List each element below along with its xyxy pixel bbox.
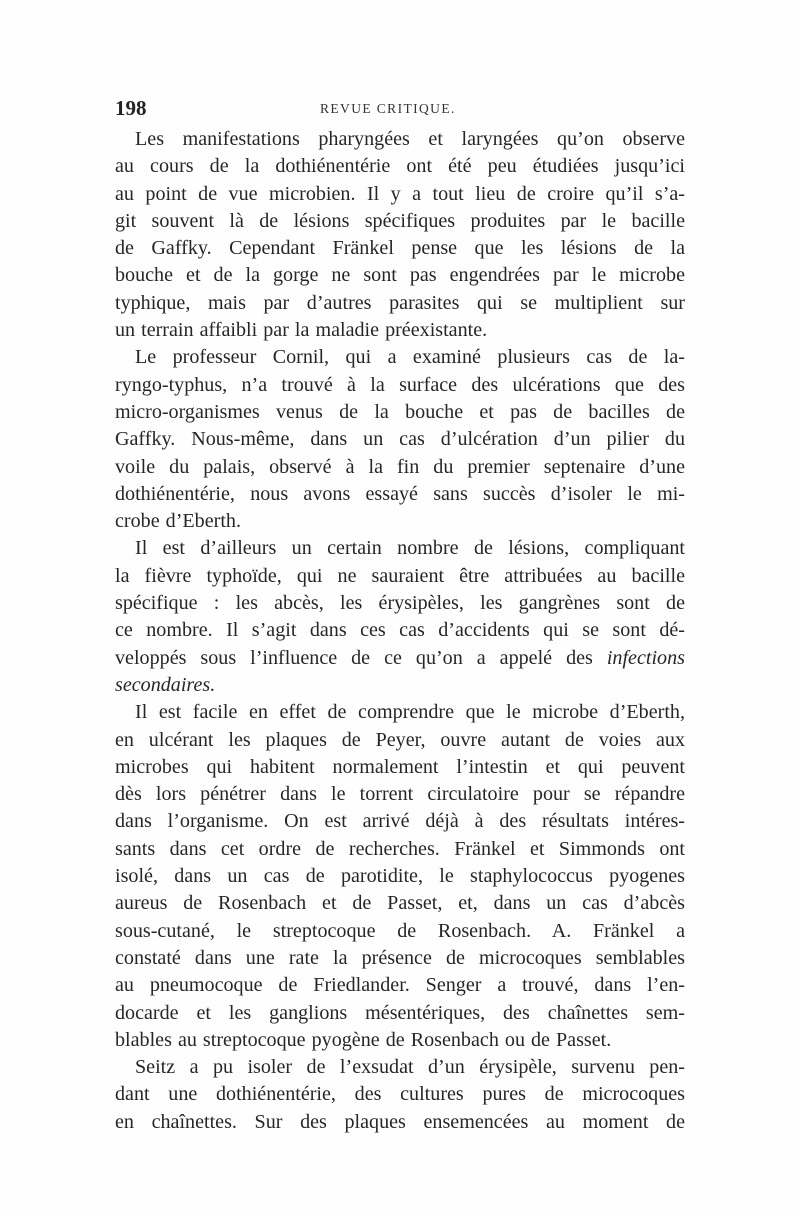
text-line: blables au streptocoque pyogène de Rosenbach ou de Passet. <box>115 1028 612 1051</box>
text-line-with-italic <box>115 645 685 672</box>
text-line: ryngo-typhus, n’a trouvé à la surface des ulcérations que des <box>115 373 685 396</box>
text-line: au pneumocoque de Friedlander. Senger a trouvé, dans l’en- <box>115 974 685 997</box>
text-line: typhique, mais par d’autres parasites qui se multiplient sur <box>115 291 685 314</box>
text-line: au cours de la dothiénentérie ont été peu étudiées jusqu’ici <box>115 155 685 178</box>
text-line: bouche et de la gorge ne sont pas engendrées par le microbe <box>115 264 685 287</box>
italic-term: infections <box>606 646 685 669</box>
text-line: micro-organismes venus de la bouche et pas de bacilles de <box>115 400 685 423</box>
text-line: Seitz a pu isoler de l’exsudat d’un érysipèle, survenu pen- <box>135 1056 685 1079</box>
italic-term: secondaires. <box>115 673 216 696</box>
text-line: aureus de Rosenbach et de Passet, et, dans un cas d’abcès <box>115 892 685 915</box>
text-line: git souvent là de lésions spécifiques produites par le bacille <box>115 209 685 232</box>
text-line: isolé, dans un cas de parotidite, le staphylococcus pyogenes <box>115 865 685 888</box>
body-text <box>115 126 685 1136</box>
text-line: en chaînettes. Sur des plaques ensemencées au moment de <box>115 1110 685 1133</box>
text-line: dothiénentérie, nous avons essayé sans succès d’isoler le mi- <box>115 482 685 505</box>
paragraph-3 <box>115 535 685 699</box>
text-line: un terrain affaibli par la maladie préexistante. <box>115 319 488 342</box>
text-line: dès lors pénétrer dans le torrent circulatoire pour se répandre <box>115 783 685 806</box>
text-line: au point de vue microbien. Il y a tout lieu de croire qu’il s’a- <box>115 182 685 205</box>
text-line: docarde et les ganglions mésentériques, des chaînettes sem- <box>115 1001 685 1024</box>
running-title: REVUE CRITIQUE. <box>320 101 456 116</box>
text-line: de Gaffky. Cependant Fränkel pense que les lésions de la <box>115 237 685 260</box>
text-segment: veloppés sous l’influence de ce qu’on a appelé des <box>115 646 593 669</box>
text-line: sous-cutané, le streptocoque de Rosenbach. A. Fränkel a <box>115 919 685 942</box>
text-line: sants dans cet ordre de recherches. Fränkel et Simmonds ont <box>115 837 685 860</box>
text-line: ce nombre. Il s’agit dans ces cas d’accidents qui se sont dé- <box>115 619 685 642</box>
text-line: Il est d’ailleurs un certain nombre de lésions, compliquant <box>135 537 685 560</box>
running-head <box>115 96 685 124</box>
paragraph-1 <box>115 126 685 344</box>
paragraph-4 <box>115 699 685 1054</box>
paragraph-5 <box>115 1054 685 1136</box>
text-line: Il est facile en effet de comprendre que le microbe d’Eberth, <box>135 701 685 724</box>
text-line: Le professeur Cornil, qui a examiné plusieurs cas de la- <box>135 346 685 369</box>
text-line: en ulcérant les plaques de Peyer, ouvre autant de voies aux <box>115 728 685 751</box>
page-number: 198 <box>115 96 147 120</box>
paragraph-2 <box>115 344 685 535</box>
text-line: microbes qui habitent normalement l’intestin et qui peuvent <box>115 755 685 778</box>
text-line: dans l’organisme. On est arrivé déjà à des résultats intéres- <box>115 810 685 833</box>
text-line: Les manifestations pharyngées et laryngées qu’on observe <box>135 128 685 150</box>
text-line: Gaffky. Nous-même, dans un cas d’ulcération d’un pilier du <box>115 428 685 451</box>
text-line: crobe d’Eberth. <box>115 510 241 533</box>
text-line: la fièvre typhoïde, qui ne sauraient être attribuées au bacille <box>115 564 685 587</box>
text-line: dant une dothiénentérie, des cultures pures de microcoques <box>115 1083 685 1106</box>
text-line: spécifique : les abcès, les érysipèles, les gangrènes sont de <box>115 592 685 615</box>
text-line: constaté dans une rate la présence de microcoques semblables <box>115 946 685 969</box>
text-line: voile du palais, observé à la fin du premier septenaire d’une <box>115 455 685 478</box>
